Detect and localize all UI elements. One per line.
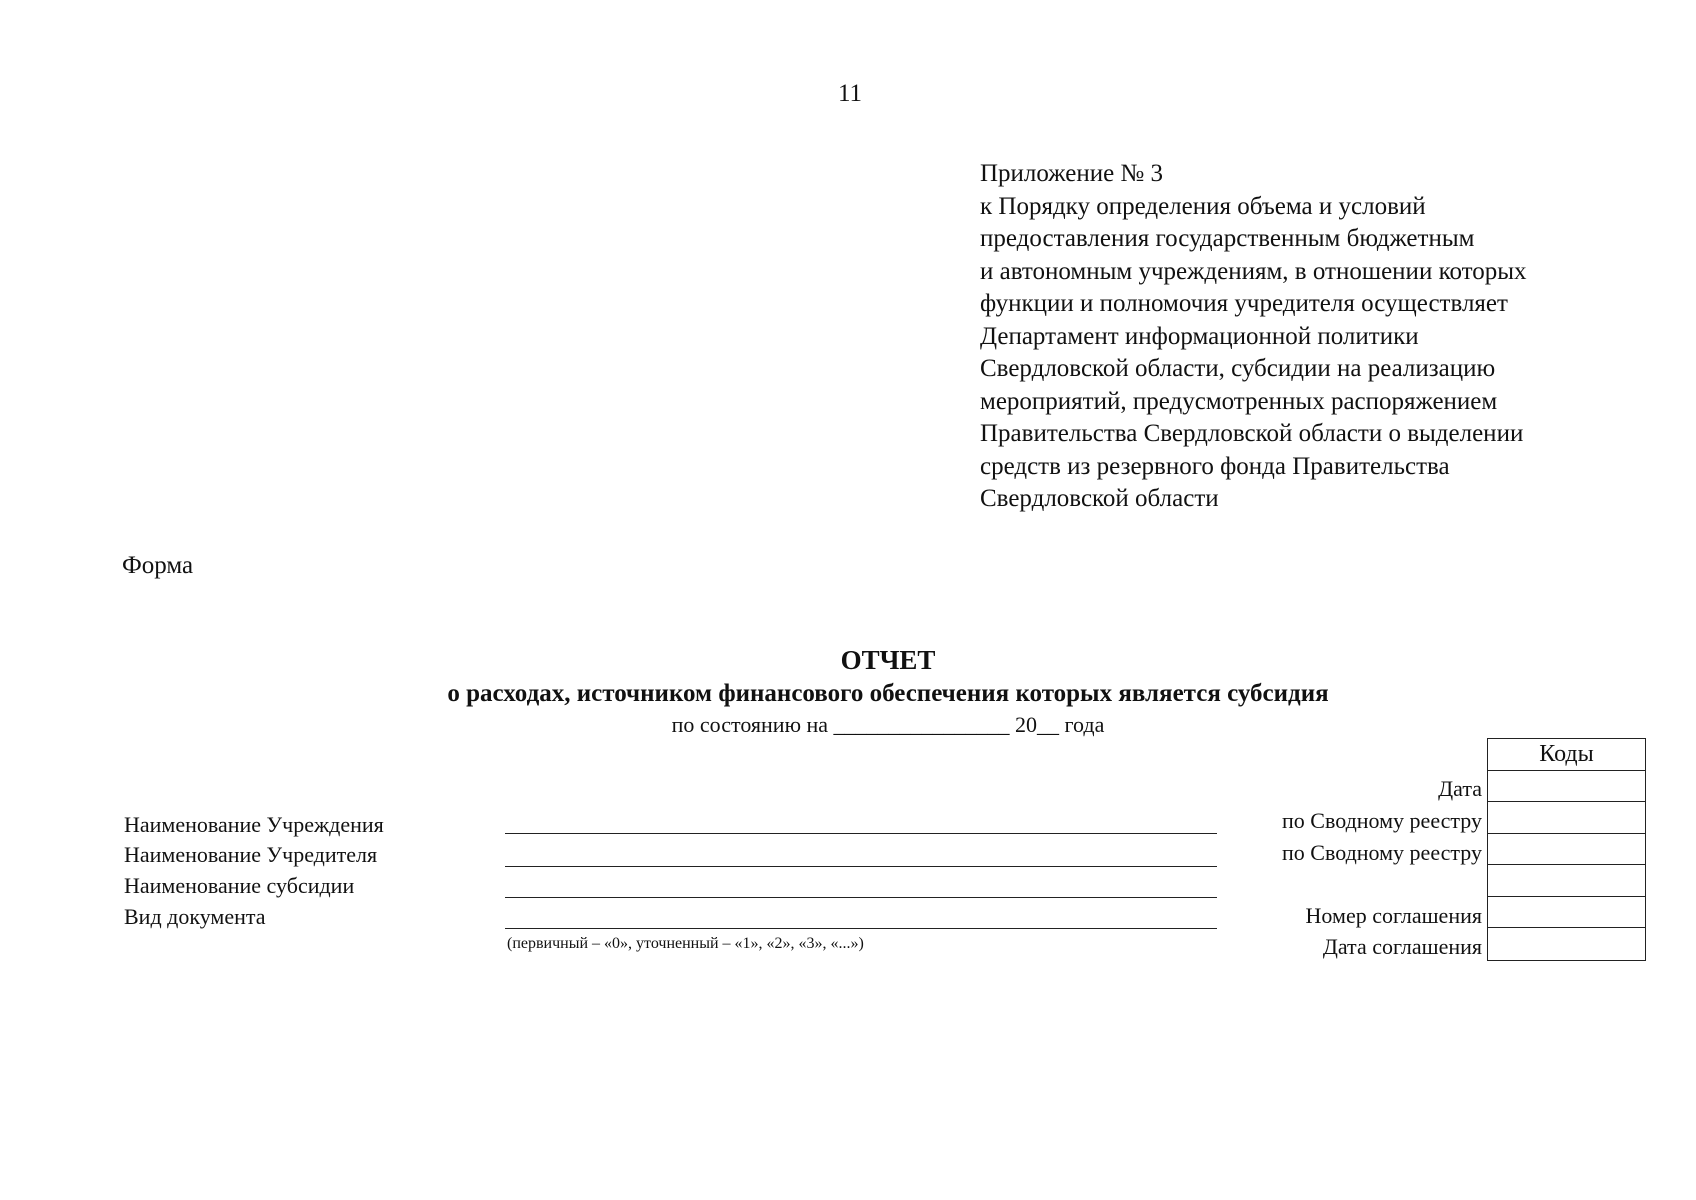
appendix-line: Правительства Свердловской области о выделении	[980, 420, 1524, 447]
appendix-line: средств из резервного фонда Правительства	[980, 452, 1450, 480]
report-subtitle: о расходах, источником финансового обеспечения которых является субсидия	[447, 680, 1329, 707]
codes-agreement-number-cell[interactable]	[1488, 897, 1645, 929]
appendix-block	[980, 158, 1670, 516]
institution-label: Наименование Учреждения	[124, 812, 384, 837]
codes-date-cell[interactable]	[1488, 771, 1645, 803]
page-number: 11	[837, 80, 863, 107]
institution-fill-line[interactable]	[505, 833, 1217, 834]
codes-registry-cell-1[interactable]	[1488, 802, 1645, 834]
subsidy-fill-line[interactable]	[505, 897, 1217, 898]
codes-table	[1487, 738, 1646, 961]
codes-empty-cell[interactable]	[1488, 865, 1645, 897]
doc-type-hint: (первичный – «0», уточненный – «1», «2», «3», «...»)	[507, 935, 864, 952]
founder-fill-line[interactable]	[505, 866, 1217, 867]
appendix-line: к Порядку определения объема и условий	[980, 192, 1426, 220]
codes-agreement-date-cell[interactable]	[1488, 928, 1645, 960]
codes-agreement-number-label: Номер соглашения	[1305, 903, 1482, 928]
codes-registry-label-1: по Сводному реестру	[1282, 808, 1482, 833]
codes-registry-label-2: по Сводному реестру	[1282, 840, 1482, 865]
subsidy-label: Наименование субсидии	[124, 873, 355, 898]
appendix-line: Свердловской области	[980, 485, 1219, 512]
appendix-line: Департамент информационной политики	[980, 322, 1419, 350]
appendix-line: предоставления государственным бюджетным	[980, 225, 1475, 252]
codes-date-label: Дата	[1438, 776, 1482, 801]
report-date-line: по состоянию на ________________ 20__ года	[671, 712, 1105, 737]
doc-type-label: Вид документа	[124, 904, 266, 929]
appendix-line: мероприятий, предусмотренных распоряжением	[980, 387, 1498, 415]
appendix-line: Приложение № 3	[980, 160, 1164, 187]
appendix-line: функции и полномочия учредителя осуществляет	[980, 290, 1508, 317]
form-label: Форма	[122, 552, 194, 579]
appendix-line: и автономным учреждениям, в отношении которых	[980, 257, 1527, 285]
founder-label: Наименование Учредителя	[124, 842, 378, 867]
codes-registry-cell-2[interactable]	[1488, 834, 1645, 866]
codes-agreement-date-label: Дата соглашения	[1322, 934, 1482, 959]
appendix-line: Свердловской области, субсидии на реализацию	[980, 355, 1496, 382]
doc-type-fill-line[interactable]	[505, 928, 1217, 929]
report-title: ОТЧЕТ	[840, 645, 936, 675]
codes-header: Коды	[1488, 739, 1645, 771]
